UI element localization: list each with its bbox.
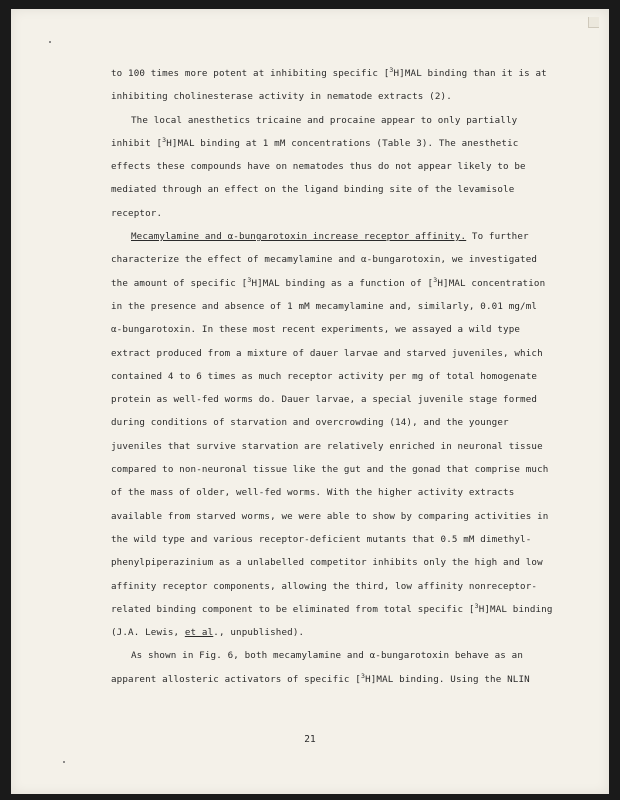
scan-speck xyxy=(49,41,51,43)
text-line: contained 4 to 6 times as much receptor activity per mg of total homogenate xyxy=(111,370,538,382)
text-line: characterize the effect of mecamylamine and α-bungarotoxin, we investigated xyxy=(111,254,538,266)
text-line: compared to non-neuronal tissue like the gut and the gonad that comprise much xyxy=(111,464,549,476)
paragraph-start: As shown in Fig. 6, both mecamylamine and α-bungarotoxin behave as an xyxy=(131,650,524,662)
text-line: to 100 times more potent at inhibiting specific [$^3$H]MAL binding than it is at xyxy=(111,66,547,79)
section-heading-line: Mecamylamine and α-bungarotoxin increase receptor affinity. To further xyxy=(131,231,529,243)
text-line: effects these compounds have on nematodes thus do not appear likely to be xyxy=(111,161,526,173)
scan-speck xyxy=(63,761,65,763)
paragraph-start: The local anesthetics tricaine and procaine appear to only partially xyxy=(131,114,518,126)
text-line: mediated through an effect on the ligand binding site of the levamisole xyxy=(111,184,515,196)
text-line: available from starved worms, we were able to show by comparing activities in xyxy=(111,510,549,522)
text-line: of the mass of older, well-fed worms. With the higher activity extracts xyxy=(111,487,515,499)
text-line: inhibit [$^3$H]MAL binding at 1 mM concentrations (Table 3). The anesthetic xyxy=(111,135,519,149)
text-line: phenylpiperazinium as a unlabelled competitor inhibits only the high and low xyxy=(111,557,543,569)
body-text xyxy=(111,66,581,695)
text-line: the wild type and various receptor-deficient mutants that 0.5 mM dimethyl- xyxy=(111,533,532,545)
text-line: during conditions of starvation and overcrowding (14), and the younger xyxy=(111,417,509,429)
text-line: extract produced from a mixture of dauer larvae and starved juveniles, which xyxy=(111,347,543,359)
page-corner-fold xyxy=(588,17,599,28)
text-line: inhibiting cholinesterase activity in nematode extracts (2). xyxy=(111,91,452,103)
text-line: receptor. xyxy=(111,207,163,219)
document-page xyxy=(11,9,609,794)
et-al-citation: et al xyxy=(184,627,214,639)
text-line: juveniles that survive starvation are relatively enriched in neuronal tissue xyxy=(111,440,543,452)
section-heading: Mecamylamine and α-bungarotoxin increase receptor affinity. xyxy=(131,231,467,243)
text-line: (J.A. Lewis, et al., unpublished). xyxy=(111,627,305,639)
text-line: in the presence and absence of 1 mM mecamylamine and, similarly, 0.01 mg/ml xyxy=(111,300,538,312)
text-line: protein as well-fed worms do. Dauer larvae, a special juvenile stage formed xyxy=(111,394,538,406)
text-line: the amount of specific [$^3$H]MAL binding as a function of [$^3$H]MAL concentration xyxy=(111,275,546,289)
text-line: affinity receptor components, allowing the third, low affinity nonreceptor- xyxy=(111,580,538,592)
page-number: 21 xyxy=(304,734,316,745)
text-line: α-bungarotoxin. In these most recent experiments, we assayed a wild type xyxy=(111,324,521,336)
text-line: related binding component to be eliminated from total specific [$^3$H]MAL binding xyxy=(111,601,553,615)
text-line: apparent allosteric activators of specific [$^3$H]MAL binding. Using the NLIN xyxy=(111,671,530,685)
